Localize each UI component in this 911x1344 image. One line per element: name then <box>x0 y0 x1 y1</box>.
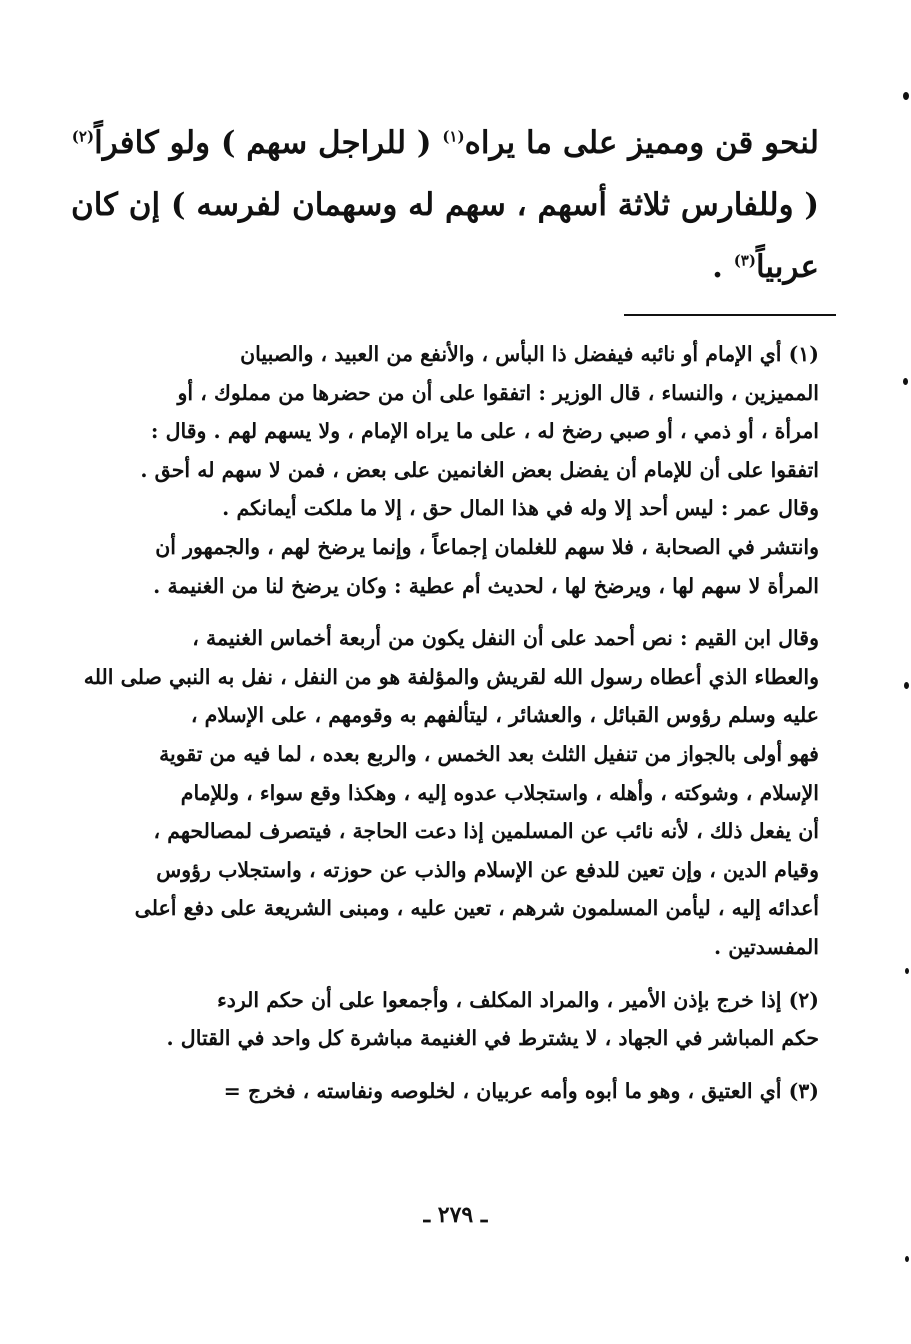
main-line-3 <box>100 236 819 298</box>
ibn-qayyim-line: أن يفعل ذلك ، لأنه نائب عن المسلمين إذا دعت الحاجة ، فيتصرف لمصالحهم ، <box>153 819 819 844</box>
scan-speck <box>903 378 908 385</box>
ibn-qayyim-line: وقال ابن القيم : نص أحمد على أن النفل يكون من أربعة أخماس الغنيمة ، <box>192 626 819 651</box>
scan-speck <box>905 968 909 974</box>
footnote-1-line: المرأة لا سهم لها ، ويرضخ لها ، لحديث أم عطية : وكان يرضخ لنا من الغنيمة . <box>153 573 819 598</box>
footnote-1-line: اتفقوا على أن للإمام أن يفضل بعض الغانمين على بعض ، فمن لا سهم له أحق . <box>140 457 819 482</box>
main-text <box>70 112 819 298</box>
footnote-ref-2: (٢) <box>71 127 95 146</box>
page-number: ـ ٢٧٩ ـ <box>423 1202 488 1228</box>
footnote-1-line: وانتشر في الصحابة ، فلا سهم للغلمان إجماعاً ، وإنما يرضخ لهم ، والجمهور أن <box>155 534 819 559</box>
ibn-qayyim-line: وقيام الدين ، وإن تعين للدفع عن الإسلام والذب عن حوزته ، واستجلاب رؤوس <box>156 857 819 882</box>
footnotes <box>83 335 819 1110</box>
paragraph-gap <box>98 967 819 981</box>
ibn-qayyim-line: عليه وسلم رؤوس القبائل ، والعشائر ، ليتألفهم به وقومهم ، على الإسلام ، <box>190 703 819 728</box>
footnote-1-line: وقال عمر : ليس أحد إلا وله في هذا المال حق ، إلا ما ملكت أيمانكم . <box>222 496 819 521</box>
scan-speck <box>903 92 909 100</box>
footnote-3-line: (٣) أي العتيق ، وهو ما أبوه وأمه عربيان ، لخلوصه ونفاسته ، فخرج = <box>223 1078 819 1103</box>
footnote-1-line: امرأة ، أو ذمي ، أو صبي رضخ له ، على ما يراه الإمام ، ولا يسهم لهم . وقال : <box>150 419 819 444</box>
footnote-ref-3: (٣) <box>733 251 756 270</box>
main-line-1-rest: ( للراجل سهم ) ولو كافراً <box>94 125 432 161</box>
main-line-1-start: لنحو قن ومميز على ما يراه <box>464 125 819 161</box>
scan-speck <box>904 682 909 689</box>
footnote-ref-1: (١) <box>442 127 465 146</box>
main-line-3-end: . <box>712 249 723 285</box>
footnote-2-line: حكم المباشر في الجهاد ، لا يشترط في الغنيمة مباشرة كل واحد في القتال . <box>166 1026 819 1051</box>
footnote-1-line: (١) أي الإمام أو نائبه فيفضل ذا البأس ، والأنفع من العبيد ، والصبيان <box>240 342 819 366</box>
ibn-qayyim-line: والعطاء الذي أعطاه رسول الله لقريش والمؤلفة هو من النفل ، نفل به النبي صلى الله <box>83 664 819 689</box>
ibn-qayyim-line: أعدائه إليه ، ليأمن المسلمون شرهم ، تعين عليه ، ومبنى الشريعة على دفع أعلى <box>134 896 819 921</box>
ibn-qayyim-line: الإسلام ، وشوكته ، وأهله ، واستجلاب عدوه إليه ، وهكذا وقع سواء ، وللإمام <box>180 780 819 805</box>
paragraph-gap <box>98 1058 819 1072</box>
ibn-qayyim-line: المفسدتين . <box>714 934 819 959</box>
main-line-2: ( وللفارس ثلاثة أسهم ، سهم له وسهمان لفرسه ) إن كان <box>70 187 819 223</box>
footnote-1-line: المميزين ، والنساء ، قال الوزير : اتفقوا على أن من حضرها من مملوك ، أو <box>177 380 819 405</box>
ibn-qayyim-line: فهو أولى بالجواز من تنفيل الثلث بعد الخمس ، والربع بعده ، لما فيه من تقوية <box>159 741 819 766</box>
footnote-separator <box>624 314 836 316</box>
paragraph-gap <box>98 605 819 619</box>
main-line-3-text: عربياً <box>755 249 819 285</box>
footnote-2-line: (٢) إذا خرج بإذن الأمير ، والمراد المكلف ، وأجمعوا على أن حكم الردء <box>217 987 819 1012</box>
scan-speck <box>905 1256 909 1262</box>
main-line-1 <box>71 112 819 174</box>
